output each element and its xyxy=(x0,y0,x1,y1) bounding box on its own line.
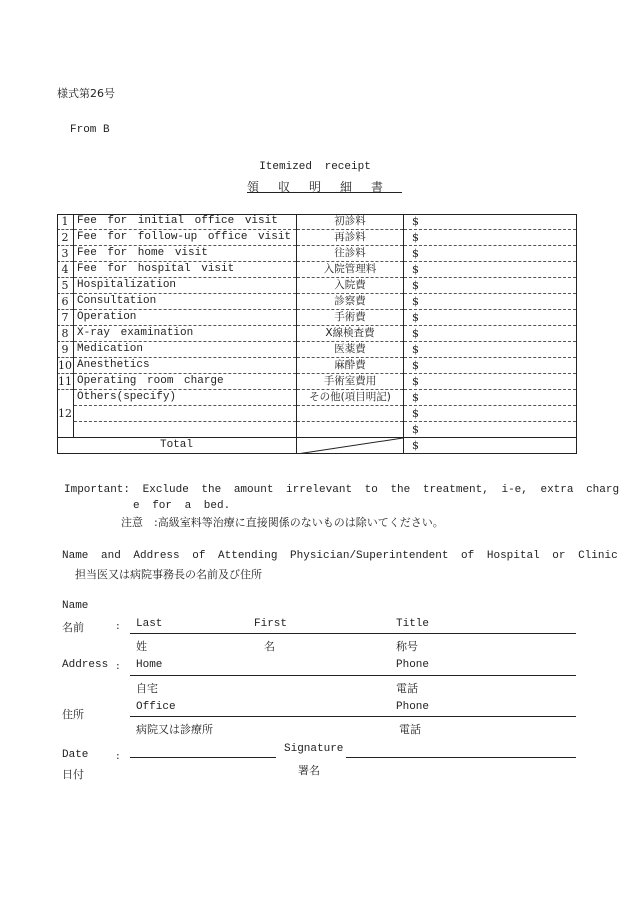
name-label-jp: 名前 xyxy=(62,621,84,634)
item-description: X-ray examination xyxy=(74,326,297,342)
title-english: Itemized receipt xyxy=(259,161,371,173)
date-label: Date xyxy=(62,749,89,761)
item-amount[interactable]: $ xyxy=(412,263,419,276)
item-description-jp: 麻酔費 xyxy=(297,358,404,374)
item-number: 8 xyxy=(57,326,74,342)
item-description-jp: 入院管理料 xyxy=(297,262,404,278)
table-row xyxy=(57,342,576,358)
important-note-cont: e for a bed. xyxy=(133,500,231,512)
item-number: 1 xyxy=(57,214,74,230)
office-label-jp: 病院又は診療所 xyxy=(136,723,213,736)
table-row xyxy=(57,278,576,294)
form-variant: From B xyxy=(70,124,110,136)
last-label: Last xyxy=(136,618,163,630)
item-description-jp: 手術室費用 xyxy=(297,374,404,390)
table-row xyxy=(57,230,576,246)
item-description-jp: 医薬費 xyxy=(297,342,404,358)
title-label-jp: 称号 xyxy=(396,640,418,653)
first-label-jp: 名 xyxy=(264,640,275,653)
item-amount[interactable]: $ xyxy=(412,375,419,388)
others-description-jp: その他(項目明記) xyxy=(297,390,404,406)
table-row xyxy=(57,262,576,278)
last-label-jp: 姓 xyxy=(136,640,147,653)
item-description: Operating room charge xyxy=(74,374,297,390)
home-label: Home xyxy=(136,659,163,671)
office-phone-label-jp: 電話 xyxy=(399,723,421,736)
item-description: Anesthetics xyxy=(74,358,297,374)
item-description-jp: 初診料 xyxy=(297,214,404,230)
important-note: Important: Exclude the amount irrelevant to the treatment, i-e, extra charg xyxy=(64,484,620,496)
item-description-jp: X線検査費 xyxy=(297,326,404,342)
item-number: 12 xyxy=(57,390,74,438)
others-blank-cell xyxy=(297,406,404,422)
home-phone-label-jp: 電話 xyxy=(396,682,418,695)
total-label: Total xyxy=(57,438,297,454)
table-row xyxy=(57,246,576,262)
others-specify-field[interactable] xyxy=(74,406,297,422)
title-label: Title xyxy=(396,618,430,630)
table-row xyxy=(57,406,576,422)
item-description-jp: 入院費 xyxy=(297,278,404,294)
others-amount[interactable]: $ xyxy=(412,391,419,404)
total-row xyxy=(57,438,576,454)
item-amount[interactable]: $ xyxy=(412,295,419,308)
title-japanese: 領収明細書 xyxy=(246,180,402,194)
name-colon: : xyxy=(116,619,120,632)
item-number: 4 xyxy=(57,262,74,278)
others-amount[interactable]: $ xyxy=(412,423,419,436)
office-address-line[interactable] xyxy=(130,716,576,717)
item-number: 5 xyxy=(57,278,74,294)
address-label-jp: 住所 xyxy=(62,708,84,721)
home-address-line[interactable] xyxy=(130,675,576,676)
item-amount[interactable]: $ xyxy=(412,279,419,292)
item-number: 6 xyxy=(57,294,74,310)
physician-heading: Name and Address of Attending Physician/Superintendent of Hospital or Clinic xyxy=(62,550,618,562)
item-number: 11 xyxy=(58,375,72,388)
table-row xyxy=(57,374,576,390)
office-label: Office xyxy=(136,701,176,713)
item-description-jp: 再診料 xyxy=(297,230,404,246)
receipt-table xyxy=(57,214,576,454)
item-description-jp: 手術費 xyxy=(297,310,404,326)
physician-heading-jp: 担当医又は病院事務長の名前及び住所 xyxy=(75,568,262,581)
item-description: Medication xyxy=(74,342,297,358)
date-colon: : xyxy=(116,749,120,762)
item-description-jp: 往診料 xyxy=(297,246,404,262)
item-number: 7 xyxy=(57,310,74,326)
item-amount[interactable]: $ xyxy=(412,215,419,228)
home-label-jp: 自宅 xyxy=(136,682,158,695)
item-description: Fee for hospital visit xyxy=(74,262,297,278)
address-label: Address xyxy=(62,659,109,671)
notice-japanese: 注意 :高級室料等治療に直接関係のないものは除いてください。 xyxy=(121,516,444,529)
table-row xyxy=(57,326,576,342)
item-amount[interactable]: $ xyxy=(412,231,419,244)
item-amount[interactable]: $ xyxy=(412,343,419,356)
signature-line[interactable] xyxy=(346,757,576,758)
office-phone-label: Phone xyxy=(396,701,430,713)
name-label: Name xyxy=(62,600,89,612)
others-amount[interactable]: $ xyxy=(412,407,419,420)
item-amount[interactable]: $ xyxy=(412,247,419,260)
item-number: 2 xyxy=(57,230,74,246)
home-phone-label: Phone xyxy=(396,659,430,671)
signature-label: Signature xyxy=(284,743,344,755)
form-id: 様式第26号 xyxy=(57,87,115,100)
others-specify-field[interactable] xyxy=(74,422,297,438)
item-amount[interactable]: $ xyxy=(412,327,419,340)
total-diagonal-cell xyxy=(297,438,404,454)
table-row xyxy=(57,214,576,230)
item-description: Hospitalization xyxy=(74,278,297,294)
table-row xyxy=(57,310,576,326)
signature-label-jp: 署名 xyxy=(298,764,320,777)
table-row xyxy=(57,294,576,310)
item-description: Fee for home visit xyxy=(74,246,297,262)
item-number: 3 xyxy=(57,246,74,262)
table-row xyxy=(57,390,576,406)
item-amount[interactable]: $ xyxy=(412,359,419,372)
others-description: Others(specify) xyxy=(74,390,297,406)
table-row xyxy=(57,422,576,438)
item-number: 10 xyxy=(58,359,72,372)
item-amount[interactable]: $ xyxy=(412,311,419,324)
item-description: Fee for initial office visit xyxy=(74,214,297,230)
address-colon: : xyxy=(116,659,120,672)
date-label-jp: 日付 xyxy=(62,768,84,781)
first-label: First xyxy=(254,618,288,630)
item-description: Operation xyxy=(74,310,297,326)
diagonal-line xyxy=(297,438,403,454)
item-description: Fee for follow-up office visit xyxy=(74,230,297,246)
item-number: 9 xyxy=(57,342,74,358)
item-description: Consultation xyxy=(74,294,297,310)
name-line[interactable] xyxy=(130,633,576,634)
date-line[interactable] xyxy=(130,757,276,758)
total-amount[interactable]: $ xyxy=(404,438,577,454)
item-description-jp: 診察費 xyxy=(297,294,404,310)
table-row xyxy=(57,358,576,374)
others-blank-cell xyxy=(297,422,404,438)
